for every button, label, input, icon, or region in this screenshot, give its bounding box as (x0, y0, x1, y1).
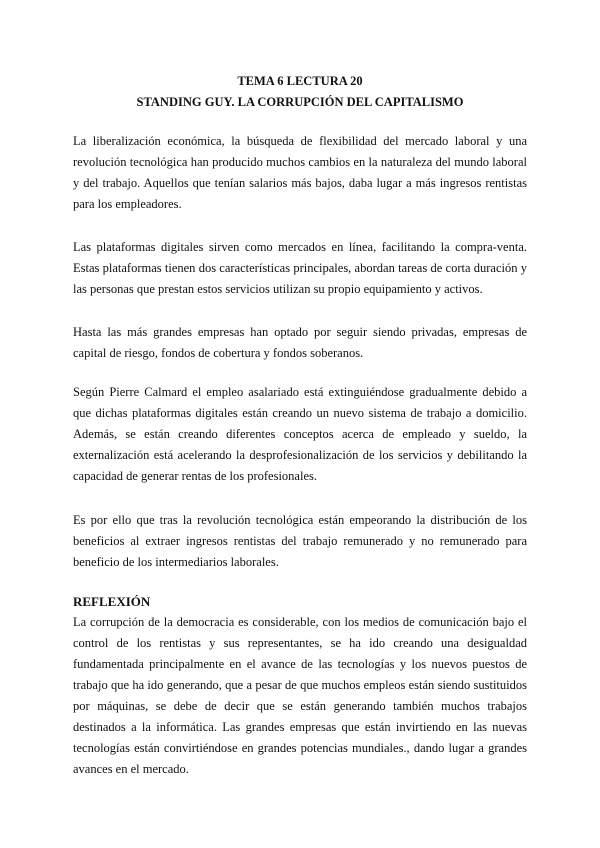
paragraph-digital-platforms: Las plataformas digitales sirven como mercados en línea, facilitando la compra-venta. Estas plataformas tienen dos características principales, abordan tareas de corta duración y las personas que prestan estos servicios utilizan su propio equipamiento y activos. (73, 240, 527, 296)
paragraph-large-companies: Hasta las más grandes empresas han optado por seguir siendo privadas, empresas de capital de riesgo, fondos de cobertura y fondos soberanos. (73, 325, 527, 360)
paragraph-liberalization: La liberalización económica, la búsqueda de flexibilidad del mercado laboral y una revolución tecnológica han producido muchos cambios en la naturaleza del mundo laboral y del trabajo. Aquellos que tenían salarios más bajos, daba lugar a más ingresos rentistas para los empleadores. (73, 134, 527, 211)
reflection-paragraph: La corrupción de la democracia es considerable, con los medios de comunicación bajo el control de los rentistas y sus representantes, se ha ido creando una desigualdad fundamentada principalmente en el avance de las tecnologías y los nuevos puestos de trabajo que ha ido generando, que a pesar de que muchos empleos están siendo sustituidos por máquinas, se debe de decir que se están generando también muchos trabajos destinados a la informática. Las grandes empresas que están invirtiendo en las nuevas tecnologías están convirtiéndose en grandes potencias mundiales., dando lugar a grandes avances en el mercado. (73, 615, 527, 776)
document-subtitle: STANDING GUY. LA CORRUPCIÓN DEL CAPITALISMO (136, 95, 464, 109)
paragraph-pierre-calmard: Según Pierre Calmard el empleo asalariado está extinguiéndose gradualmente debido a que dichas plataformas digitales están creando un nuevo sistema de trabajo a domicilio. Además, se están creando diferentes conceptos acerca de empleado y sueldo, la externalización está acelerando la desprofesionalización de los servicios y debilitando la capacidad de generar rentas de los profesionales. (73, 385, 527, 483)
paragraph-distribution: Es por ello que tras la revolución tecnológica están empeorando la distribución de los beneficios al extraer ingresos rentistas del trabajo remunerado y no remunerado para beneficio de los intermediarios laborales. (73, 513, 527, 569)
document-title: TEMA 6 LECTURA 20 (237, 74, 363, 88)
reflection-heading: REFLEXIÓN (73, 594, 151, 609)
